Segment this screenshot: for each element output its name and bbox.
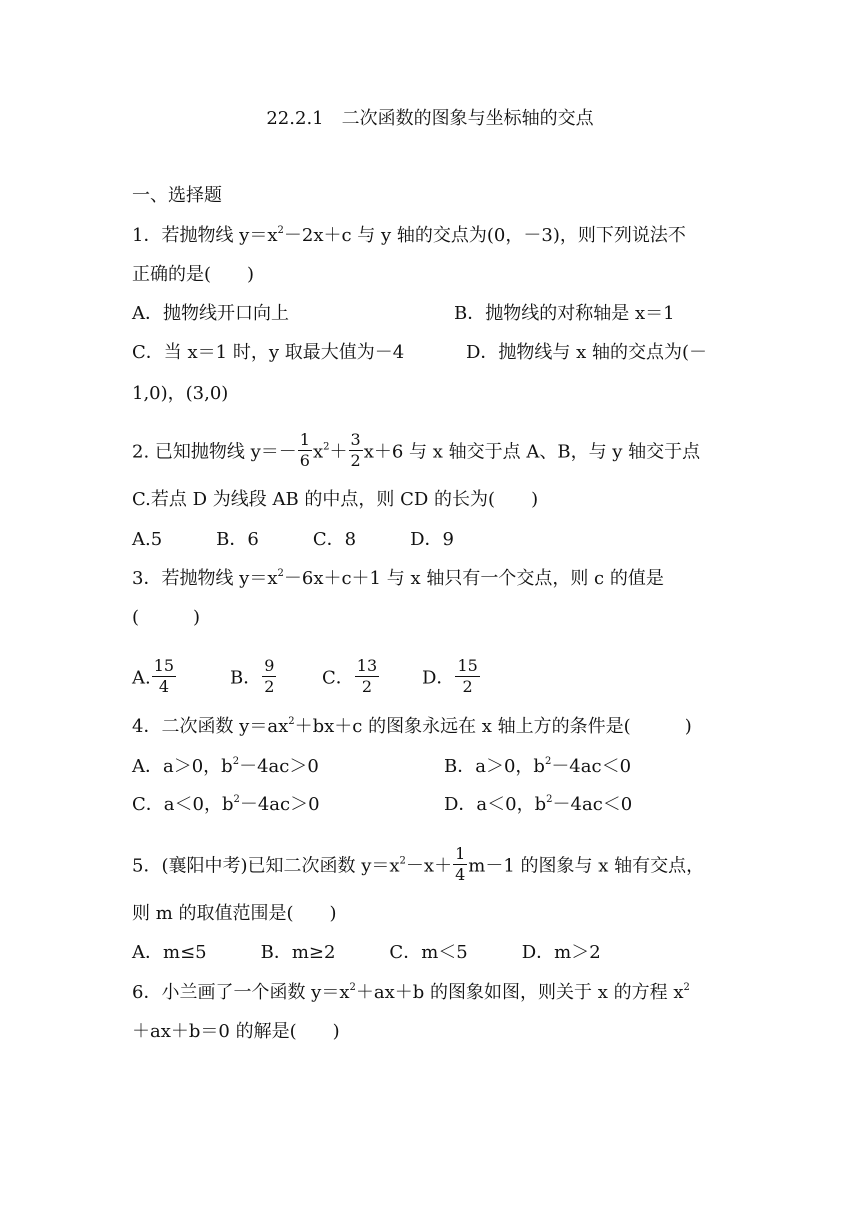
q1-option-d-cont: 1,0)，(3,0) xyxy=(132,383,229,404)
q1-option-c: C．当 x＝1 时，y 取最大值为－4 xyxy=(132,342,405,363)
question-6: 6．小兰画了一个函数 $y=x^2+ax+b$ 的图象如图，则关于 x 的方程 $x^2$ xyxy=(132,982,690,1003)
section-heading: 一、选择题 xyxy=(132,185,222,206)
fraction: $\frac{1}{6}$ xyxy=(299,430,310,470)
exponent: 2 xyxy=(277,225,284,236)
q4-option-c: C．a＜0，$b^2-4ac>0$ xyxy=(132,794,320,815)
question-6-line2: ＋ax＋b＝0 的解是( ) xyxy=(132,1021,340,1042)
q5-options: A．m≤5 B．m≥2 C．m＜5 D．m＞2 xyxy=(132,942,601,963)
q3-option-a: A. $\frac{15}{4}$ xyxy=(132,656,175,696)
question-1-line2: 正确的是( ) xyxy=(132,264,255,285)
q2-options: A.5 B．6 C．8 D．9 xyxy=(132,529,454,550)
page-title: 22.2.1 二次函数的图象与坐标轴的交点 xyxy=(266,108,594,129)
fraction: $\frac{3}{2}$ xyxy=(350,430,361,470)
q4-option-d: D．a＜0，$b^2-4ac<0$ xyxy=(444,794,633,815)
question-3: 3．若抛物线 $y=x^2-6x+c+1$ 与 x 轴只有一个交点，则 c 的值是 xyxy=(132,568,664,589)
question-5: 5．(襄阳中考)已知二次函数 $y=x^2-x+$ $\frac{1}{4}$ m－1 的图象与 x 轴有交点， xyxy=(132,844,705,884)
fraction: $\frac{1}{4}$ xyxy=(455,844,466,884)
question-3-line2: ( ) xyxy=(132,607,201,628)
q3-option-c: C． $\frac{13}{2}$ xyxy=(322,656,378,696)
q4-option-b: B．a＞0，$b^2-4ac<0$ xyxy=(444,756,632,777)
question-2-line2: C.若点 D 为线段 AB 的中点，则 CD 的长为( ) xyxy=(132,489,539,510)
q3-option-b: B． $\frac{9}{2}$ xyxy=(230,656,275,696)
question-1: 1．若抛物线 $y=x^2-2x+c$ 与 y 轴的交点为(0，－3)，则下列说法不 xyxy=(132,225,686,246)
question-4: 4．二次函数 $y=ax^2+bx+c$ 的图象永远在 x 轴上方的条件是( ) xyxy=(132,716,692,737)
question-5-line2: 则 m 的取值范围是( ) xyxy=(132,903,337,924)
q3-option-d: D． $\frac{15}{2}$ xyxy=(422,656,478,696)
question-2: 2. 已知抛物线 y＝－ $\frac{1}{6}$ $x^2+$ $\frac{3}{2}$ x＋6 与 x 轴交于点 A、B，与 y 轴交于点 xyxy=(132,430,701,470)
q1-option-a: A．抛物线开口向上 xyxy=(132,303,289,324)
q1-option-b: B．抛物线的对称轴是 x＝1 xyxy=(454,303,675,324)
q1-option-d: D．抛物线与 x 轴的交点为(－ xyxy=(466,342,708,363)
q4-option-a: A．a＞0，$b^2-4ac>0$ xyxy=(132,756,319,777)
